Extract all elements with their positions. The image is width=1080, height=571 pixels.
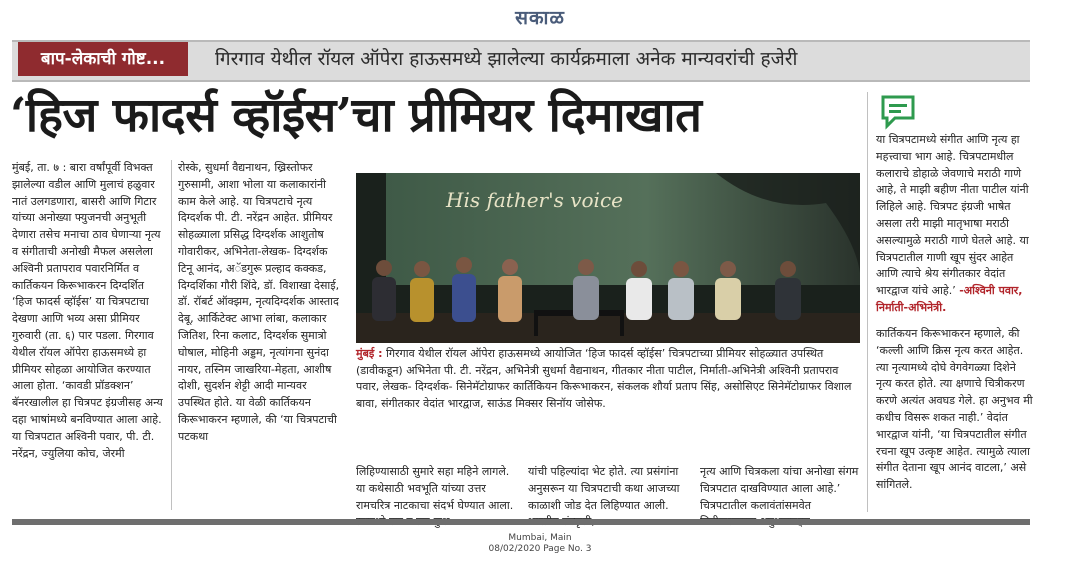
quote-attribution: -अश्विनी पवार, निर्माती-अभिनेत्री. xyxy=(876,284,1023,314)
kicker-label: बाप-लेकाची गोष्ट... xyxy=(18,42,188,76)
masthead: सकाळ xyxy=(515,7,565,29)
article-column-6 xyxy=(876,326,1034,514)
article-column-3 xyxy=(356,464,516,516)
column-divider xyxy=(867,92,868,512)
film-title-on-screen: His father's voice xyxy=(446,188,623,212)
article-text: लिहिण्यासाठी सुमारे सहा महिने लागले. या कथेसाठी भवभूति यांच्या उत्तर रामचरित्र नाटकाचा संदर्भ घेण्यात आला. xyxy=(356,465,514,512)
bottom-rule xyxy=(12,519,1030,525)
footer-edition: Mumbai, Main xyxy=(508,533,572,543)
article-column-1 xyxy=(12,160,164,510)
page-footer xyxy=(0,533,1080,555)
caption-dateline: मुंबई : xyxy=(356,347,383,360)
footer-page: 08/02/2020 Page No. 3 xyxy=(488,544,592,554)
article-text: रोस्के, सुधर्मा वैद्यनाथन, ख्रिस्तोफर गुरुसामी, आशा भोला या कलाकारांनी काम केले आहे. या चित्रपटाचे नृत्य दिग्दर्शक पी. टी. नरेंद्रन आहेत. प्रीमियर सोहळ्याला प्रसिद्ध दिग्दर्शक आशुतोष गोवारीकर, अभिनेता-लेखक- दिग्दर्शक टिनू आनंद, अॅडगुरू प्रल्हाद कक्कड, दिग्दर्शिका गौरी शिंदे, डॉ. विशाखा देसाई, डॉ. रॉबर्ट ऑक्झम, नृत्यदिग्दर्शक आस्ताद देबू, आर्किटेक्ट आभा लांबा, कलाकार जितिश, रिना कलाट, दिग्दर्शक सुमात्रो घोषाल, मोहिनी अड्डम, नृत्यांगना सुनंदा नायर, तस्निम जाखरिया-मेहता, आशीष दोशी, सुदर्शन शेट्टी आदी मान्यवर उपस्थित होते. या वेळी कार्तिकयन किरूभाकरन म्हणाले, की ‘या चित्रपटाची पटकथा xyxy=(178,161,340,443)
event-photo xyxy=(356,173,860,343)
article-column-2 xyxy=(178,160,342,510)
quote-box xyxy=(876,132,1034,312)
subheadline: गिरगाव येथील रॉयल ऑपेरा हाऊसमध्ये झालेल्या कार्यक्रमाला अनेक मान्यवरांची हजेरी xyxy=(215,48,798,70)
article-text: मुंबई, ता. ७ : बारा वर्षांपूर्वी विभक्त झालेल्या वडील आणि मुलाचं हळुवार नातं उलगडणारा, बासरी आणि गिटार यांच्या अनोख्या फ्युजनची अनुभूती देणारा तसेच मनाचा ठाव घेणाऱ्या नृत्य व संगीताची अनोखी मैफल असलेला अश्विनी प्रतापराव पवारनिर्मित व कार्तिकयन किरूभाकरन दिग्दर्शित ‘हिज फादर्स व्हॉईस’ या चित्रपटाचा देखणा आणि भव्य असा प्रीमियर गुरुवारी (ता. ६) पार पडला. गिरगाव येथील रॉयल ऑपेरा हाऊसमध्ये हा प्रीमियर सोहळा आयोजित करण्यात आला होता. ‘कावडी प्रॉडक्शन’ बॅनरखालील हा चित्रपट इंग्रजीसह अन्य दहा भाषांमध्ये बनविण्यात आला आहे. या चित्रपटात अश्विनी पवार, पी. टी. नरेंद्रन, ज्युलिया कोच, जेरमी xyxy=(12,161,163,460)
headline: ‘हिज फादर्स व्हॉईस’चा प्रीमियर दिमाखात xyxy=(10,88,702,143)
article-text: यांची पहिल्यांदा भेट होते. त्या प्रसंगांना अनुसरून या चित्रपटाची कथा आजच्या काळाशी जोड देत लिहिण्यात आली. xyxy=(528,465,680,512)
caption-text: गिरगाव येथील रॉयल ऑपेरा हाऊसमध्ये आयोजित ‘हिज फादर्स व्हॉईस’ चित्रपटाच्या प्रीमियर सोहळ्यात उपस्थित (डावीकडून) अभिनेता पी. टी. नरेंद्रन, अभिनेत्री सुधर्मा वैद्यनाथन, गीतकार नीता पाटील, निर्माती-अभिनेत्री अश्विनी प्रतापराव पवार, लेखक- दिग्दर्शक- सिनेमॅटोग्राफर कार्तिकियन किरूभाकरन, संकलक शौर्या प्रताप सिंह, असोसिएट सिनेमॅटोग्राफर विशाल बावा, संगीतकार वेदांत भारद्वाज, साऊंड मिक्सर सिनॉय जोसेफ. xyxy=(356,347,852,410)
quote-bubble-icon xyxy=(879,94,917,130)
column-divider xyxy=(171,160,172,510)
article-text: नृत्य आणि चित्रकला यांचा अनोखा संगम चित्रपटात दाखविण्यात आला आहे.’ चित्रपटातील कलावंतांसमवेत xyxy=(700,465,859,512)
stage-image xyxy=(356,173,860,343)
article-text: कार्तिकयन किरूभाकरन म्हणाले, की ‘कल्ली आणि क्रिस नृत्य करत आहेत. त्या नृत्यामध्ये दोघे वेगवेगळ्या दिशेने नृत्य करत होते. त्या क्षणाचे चित्रीकरण करणे अत्यंत अवघड गेले. हा अनुभव मी कधीच विसरू शकत नाही.’ वेदांत भारद्वाज यांनी, ‘या चित्रपटातील संगीत रचना खूप उत्कृष्ट आहेत. त्यामुळे त्याला संगीत देताना खूप आनंद वाटला,’ असे सांगितले. xyxy=(876,327,1033,492)
quote-text: या चित्रपटामध्ये संगीत आणि नृत्य हा महत्त्वाचा भाग आहे. चित्रपटामधील कलाराचे डोहाळे जेवणाचे मराठी गाणे आहे, ते माझी बहीण नीता पाटील यांनी लिहिले आहे. चित्रपट इंग्रजी भाषेत असला तरी माझी मातृभाषा मराठी असल्यामुळे मराठी गाणे घेतले आहे. या चित्रपटातील गाणी खूप सुंदर आहेत आणि त्याचे श्रेय संगीतकार वेदांत भारद्वाज यांचे आहे.’ -अश्विनी पवार, निर्माती-अभिनेत्री. xyxy=(876,133,1029,314)
photo-caption xyxy=(356,346,860,412)
article-column-4 xyxy=(528,464,688,516)
article-column-5 xyxy=(700,464,860,516)
